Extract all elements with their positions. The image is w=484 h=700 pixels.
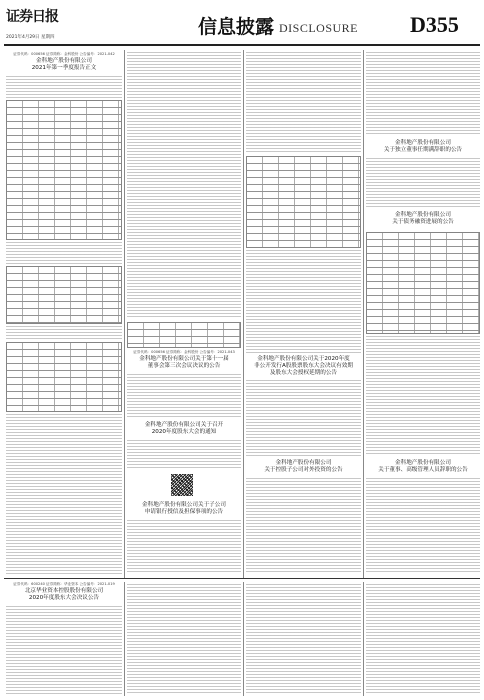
column-divider: [124, 50, 125, 578]
notice-heading-h: 金科地产股份有限公司 关于独立董事任期满辞职的公告: [383, 140, 463, 153]
column-divider: [363, 582, 364, 696]
notice-heading-c: 金科地产股份有限公司关于召开 2020年度股东大会的通知: [144, 422, 224, 435]
body-text: [6, 326, 122, 340]
body-text: [246, 52, 361, 152]
body-text: [6, 414, 122, 574]
section-title: 信息披露: [198, 16, 275, 38]
body-text: [127, 374, 241, 418]
newspaper-logo: 证券日报: [6, 9, 58, 25]
body-text: [127, 584, 241, 694]
notice-heading-i: 金科地产股份有限公司 关于债务融资进展的公告: [392, 212, 454, 225]
body-text: [366, 52, 480, 136]
notice-heading-f: 金科地产股份有限公司关于2020年度 非公开发行A股股票股东大会决议有效期 及股东大会授权延期的公告: [254, 356, 353, 376]
masthead-rule: [4, 44, 480, 46]
column-divider: [363, 50, 364, 578]
column-1: [6, 50, 122, 578]
holdings-table: [6, 342, 122, 412]
bottom-column-4: [366, 582, 480, 696]
body-text: [366, 336, 480, 456]
body-text: [246, 584, 361, 694]
column-2: [127, 50, 241, 578]
code-line: 证券代码：000656 证券简称：金科股份 公告编号：2021-042: [13, 52, 115, 56]
notice-heading-b: 金科地产股份有限公司关于第十一届 董事会第三次会议决议的公告: [139, 356, 229, 369]
body-text: [127, 440, 241, 470]
notice-heading-e: 北京华业资本控股股份有限公司 2020年度股东大会决议公告: [24, 588, 104, 601]
body-text: [246, 478, 361, 574]
body-text: [366, 584, 480, 694]
body-text: [366, 158, 480, 208]
body-text: [366, 478, 480, 574]
code-line: 证券代码：600240 证券简称：华业资本 公告编号：2021-019: [13, 582, 115, 586]
body-text: [6, 76, 122, 98]
dateline: 2021年4月29日 星期四: [6, 35, 55, 40]
table: [127, 322, 241, 348]
section-english: DISCLOSURE: [279, 21, 359, 35]
code-line: 证券代码：000656 证券简称：金科股份 公告编号：2021-043: [133, 350, 235, 354]
column-3: [246, 50, 361, 578]
notice-heading-d: 金科地产股份有限公司关于子公司 申请银行授信及担保事项的公告: [142, 502, 226, 515]
body-text: [246, 250, 361, 354]
financial-table: [6, 100, 122, 240]
bottom-column-1: [6, 582, 122, 696]
column-divider: [243, 582, 244, 696]
bottom-column-2: [127, 582, 241, 696]
body-text: [6, 242, 122, 264]
body-text: [6, 606, 122, 694]
page-number: D355: [410, 12, 459, 37]
notice-heading-j: 金科地产股份有限公司 关于董事、高级管理人员辞职的公告: [378, 460, 468, 473]
table: [246, 156, 361, 248]
body-text: [127, 52, 241, 318]
table: [366, 232, 480, 334]
column-divider: [124, 582, 125, 696]
column-4: [366, 50, 480, 578]
body-text: [127, 520, 241, 574]
notice-heading-g: 金科地产股份有限公司 关于控股子公司对外投资的公告: [264, 460, 343, 473]
column-divider: [243, 50, 244, 578]
bottom-column-3: [246, 582, 361, 696]
bottom-section-rule: [4, 578, 480, 579]
qr-code-icon: [171, 474, 193, 496]
shareholder-table: [6, 266, 122, 324]
notice-heading-a: 金科地产股份有限公司 2021年第一季度报告正文: [31, 58, 97, 71]
body-text: [246, 380, 361, 456]
